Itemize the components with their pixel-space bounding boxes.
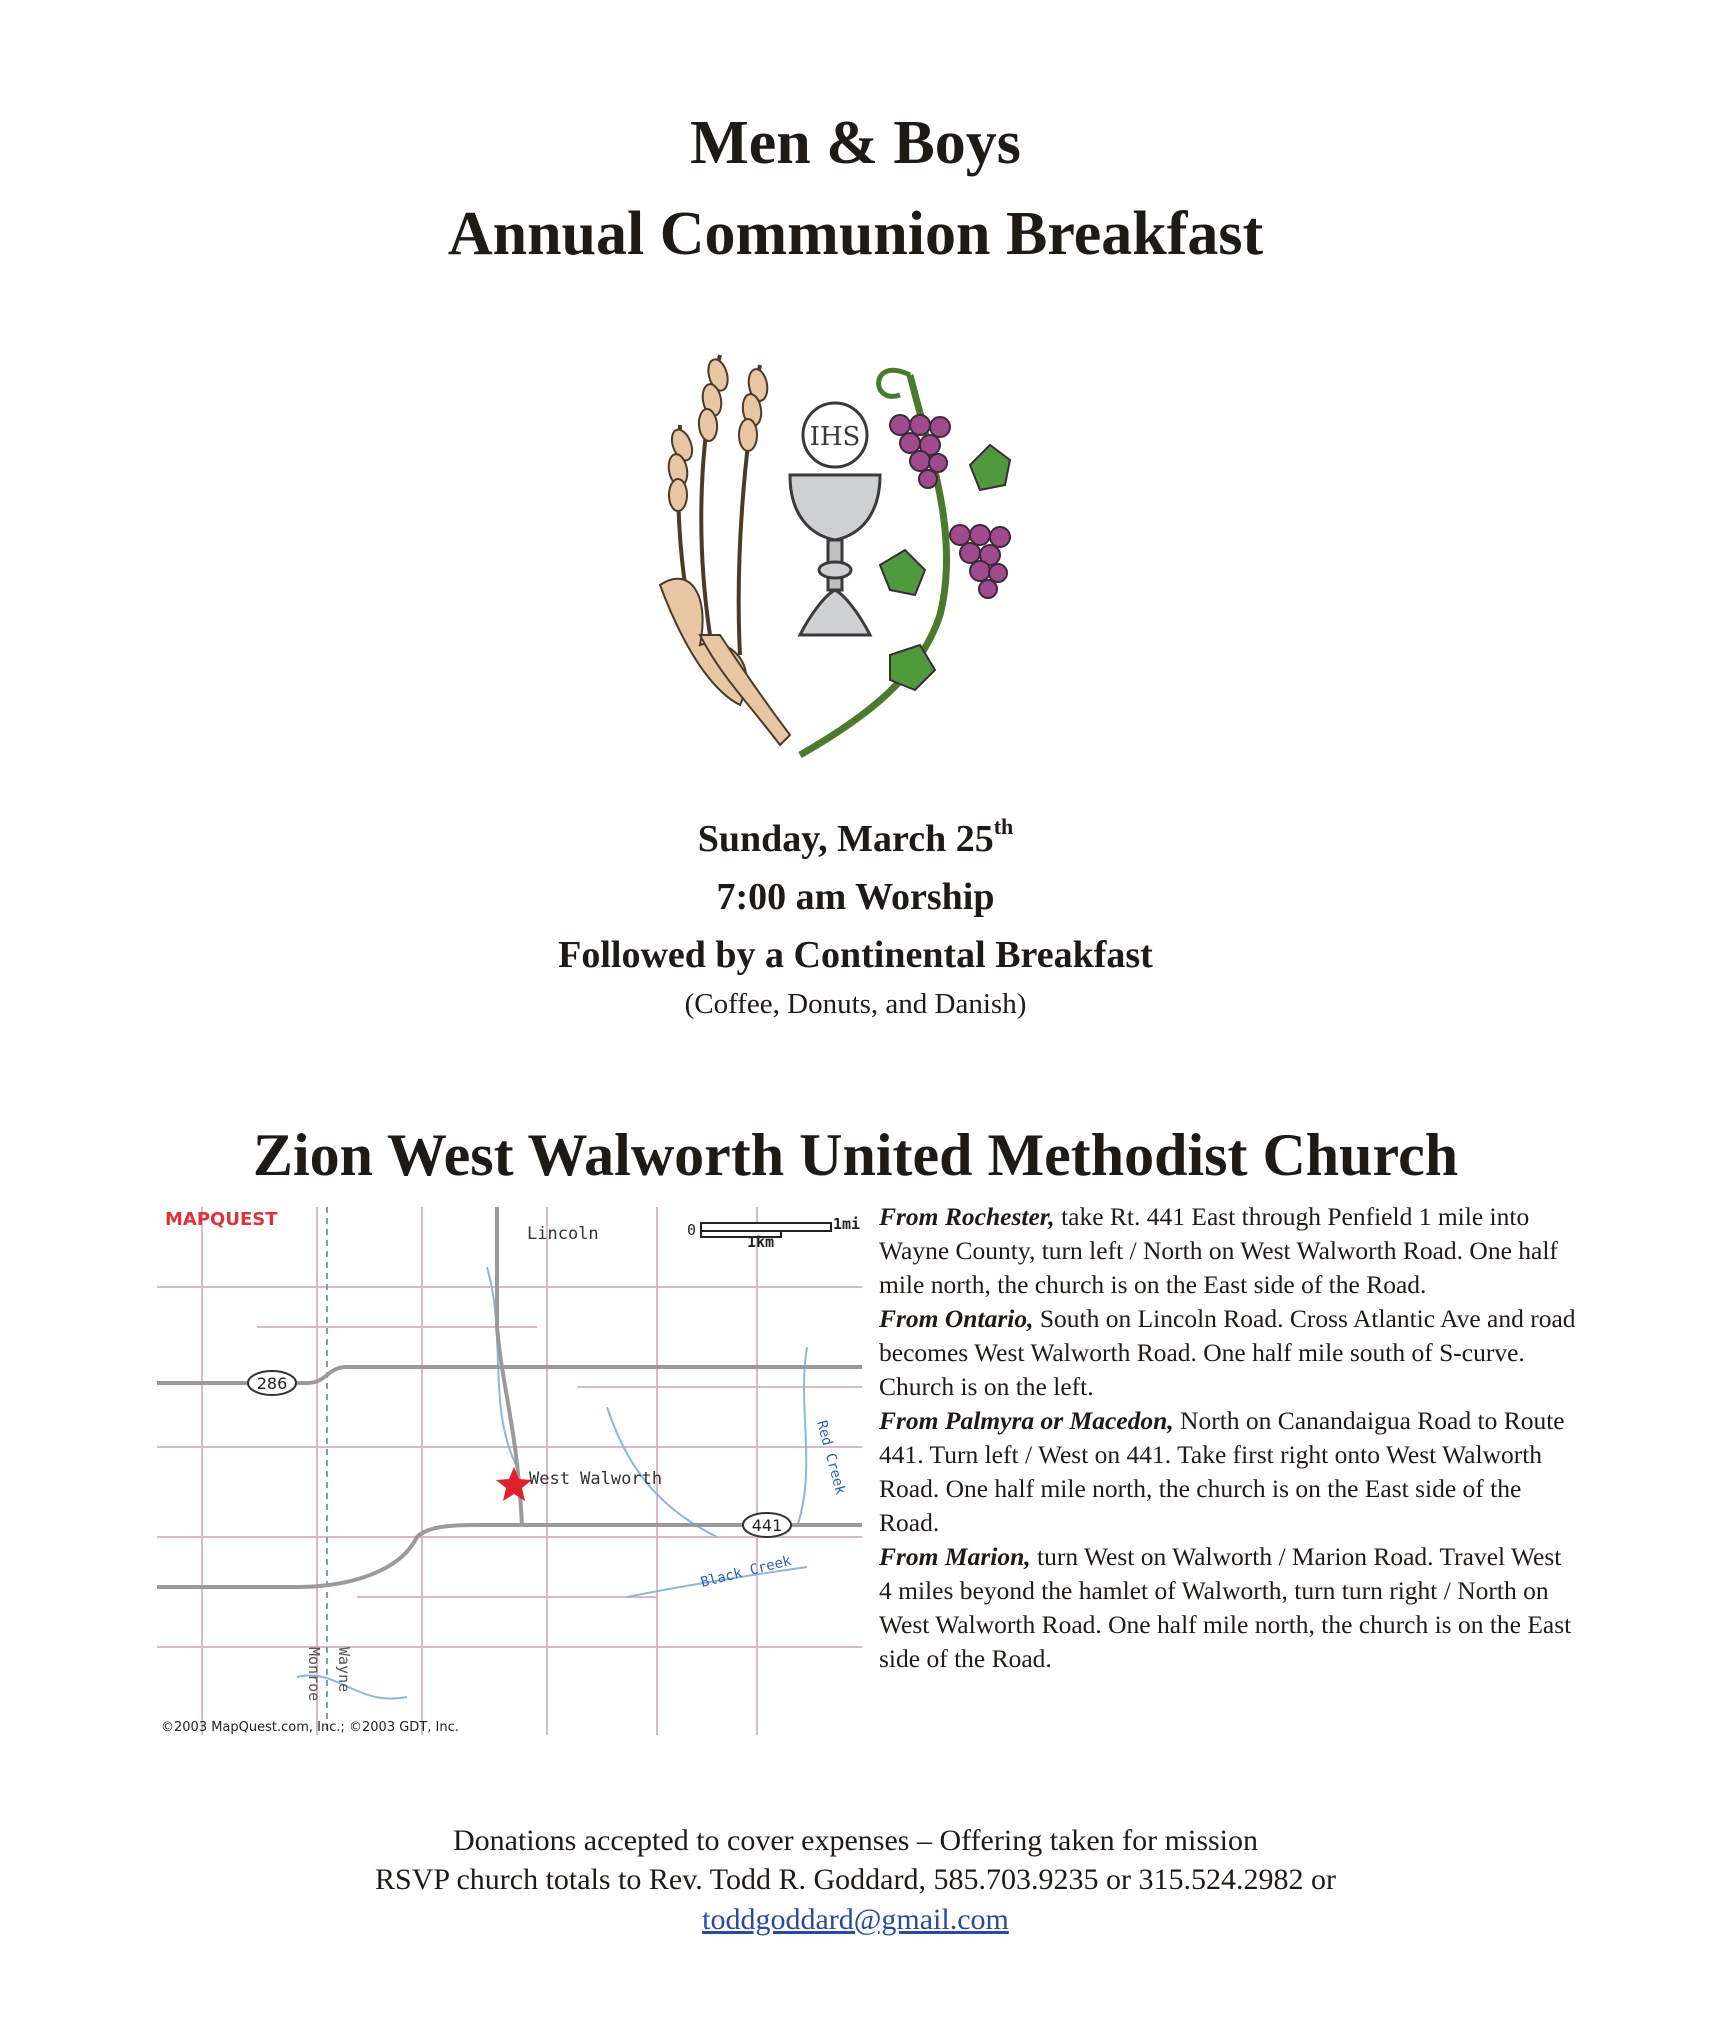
scale-mi: 1mi [833, 1215, 861, 1233]
communion-emblem [640, 335, 1060, 775]
route-286-shield [248, 1371, 296, 1395]
county-wayne-label: Wayne [335, 1647, 353, 1693]
footer-donations: Donations accepted to cover expenses – Offering taken for mission [452, 1824, 1259, 1857]
directions-rochester-text: take Rt. 441 East through Penfield 1 mile into Wayne County, turn left / North on West Walworth Road. One half mile north, the church is on the East side of the Road. [879, 1202, 1558, 1299]
event-date-suffix: th [993, 814, 1014, 839]
directions-rochester [879, 1200, 1579, 1302]
map-copyright: ©2003 MapQuest.com, Inc.; ©2003 GDT, Inc. [161, 1720, 459, 1735]
mapquest-logo: MAPQUEST [165, 1209, 278, 1230]
ihs-text: IHS [809, 422, 861, 452]
event-worship: 7:00 am Worship [716, 876, 995, 918]
church-name: Zion West Walworth United Methodist Church [252, 1122, 1459, 1188]
footer-rsvp: RSVP church totals to Rev. Todd R. Goddard, 585.703.9235 or 315.524.2982 or [375, 1863, 1336, 1896]
directions-ontario [879, 1302, 1579, 1404]
event-followed-by: Followed by a Continental Breakfast [558, 934, 1153, 976]
directions-marion [879, 1540, 1579, 1676]
directions-palmyra [879, 1404, 1579, 1540]
directions-rochester-from: From Rochester, [879, 1202, 1055, 1231]
driving-directions [879, 1200, 1579, 1676]
directions-palmyra-from: From Palmyra or Macedon, [879, 1406, 1174, 1435]
route-441-label: 441 [751, 1516, 783, 1535]
directions-map [157, 1207, 862, 1735]
route-441-shield [743, 1513, 791, 1537]
title-line-2: Annual Communion Breakfast [447, 200, 1264, 268]
creek-black-label: Black Creek [699, 1552, 793, 1591]
event-date-text: Sunday, March 25 [697, 818, 994, 860]
wheat-icon [660, 355, 790, 745]
title-line-1: Men & Boys [690, 109, 1021, 177]
place-lincoln: Lincoln [527, 1224, 599, 1244]
route-286-label: 286 [256, 1374, 288, 1393]
scale-zero: 0 [687, 1221, 697, 1239]
creek-red-label: Red Creek [813, 1418, 849, 1497]
county-monroe-label: Monroe [305, 1647, 323, 1702]
chalice-icon [790, 403, 880, 635]
rsvp-email-link[interactable]: toddgoddard@gmail.com [702, 1903, 1009, 1936]
event-date [0, 814, 1711, 860]
scale-km: 1km [747, 1233, 775, 1251]
directions-marion-text: turn West on Walworth / Marion Road. Travel West 4 miles beyond the hamlet of Walworth, turn turn right / North on West Walworth Road. One half mile north, the church is on the East side of the Road. [879, 1542, 1572, 1673]
directions-ontario-from: From Ontario, [879, 1304, 1034, 1333]
directions-marion-from: From Marion, [879, 1542, 1031, 1571]
directions-ontario-text: South on Lincoln Road. Cross Atlantic Ave and road becomes West Walworth Road. One half mile south of S-curve. Church is on the left. [879, 1304, 1576, 1401]
directions-palmyra-text: North on Canandaigua Road to Route 441. Turn left / West on 441. Take first right onto West Walworth Road. One half mile north, the church is on the East side of the Road. [879, 1406, 1565, 1537]
footer-email-line [0, 1905, 1711, 1935]
place-west-walworth: West Walworth [529, 1469, 663, 1489]
event-menu: (Coffee, Donuts, and Danish) [684, 988, 1027, 1020]
